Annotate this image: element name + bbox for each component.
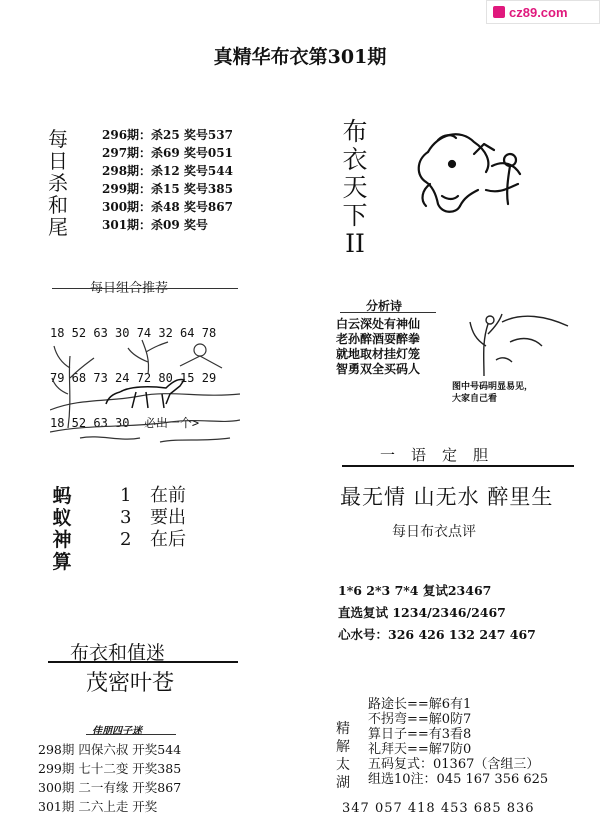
number-picks-line: 心水号：326 426 132 247 467 — [338, 627, 536, 642]
ant-rows — [120, 485, 186, 551]
poem-note — [452, 381, 533, 405]
daily-kill-char: 杀 — [48, 171, 68, 195]
buyi-char: 下 — [342, 201, 368, 230]
daily-kill-char: 尾 — [48, 215, 68, 239]
buyi-char: 衣 — [342, 145, 368, 174]
handwritten-title: 佳朋四子迷 — [92, 726, 142, 737]
cow-head-illustration — [408, 120, 533, 220]
poem-rule — [340, 312, 436, 313]
lake-row: 礼拜天==解7防0 — [368, 742, 472, 757]
tree-sketch-illustration — [462, 306, 572, 378]
number-picks-line: 1*6 2*3 7*4 复试23467 — [338, 583, 492, 598]
ant-row-text: 在前 — [150, 485, 186, 506]
buyi-char: 天 — [342, 173, 368, 202]
lake-row: 五码复式：01367（含组三） — [368, 757, 540, 772]
lake-char: 湖 — [336, 775, 350, 791]
daily-kill-char: 和 — [48, 193, 68, 217]
daily-kill-list — [102, 126, 233, 234]
ant-row — [120, 507, 186, 529]
horse-landscape-illustration — [50, 338, 240, 448]
lake-char: 精 — [336, 721, 350, 737]
daily-kill-row: 298期：杀12 奖号544 — [102, 164, 233, 178]
lake-label — [334, 720, 352, 792]
fans-row: 301期 二六上走 开奖 — [38, 799, 158, 814]
lake-row: 算日子==有3看8 — [368, 727, 472, 742]
buyi-char: II — [345, 229, 365, 258]
daily-kill-row: 296期：杀25 奖号537 — [102, 128, 233, 142]
daily-kill-row: 297期：杀69 奖号051 — [102, 146, 233, 160]
lake-row: 路途长==解6有1 — [368, 697, 472, 712]
number-picks-line: 直选复试 1234/2346/2467 — [338, 605, 506, 620]
daily-kill-char: 日 — [48, 149, 68, 173]
ant-label — [50, 485, 74, 573]
buyi-tianxia-label — [340, 118, 370, 258]
ant-char: 算 — [52, 551, 72, 573]
ant-char: 蚁 — [52, 507, 72, 529]
fans-subtitle: 茂密叶苍 — [86, 671, 175, 696]
lake-char: 太 — [336, 757, 350, 773]
fans-rows — [38, 740, 181, 816]
watermark-text: cz89.com — [509, 4, 568, 20]
lake-row: 组选10注：045 167 356 625 — [368, 772, 549, 787]
site-watermark — [486, 0, 600, 24]
buyi-char: 布 — [342, 117, 368, 146]
ant-row-text: 要出 — [150, 507, 186, 528]
poem-heading: 分析诗 — [366, 299, 403, 313]
ant-row-number: 3 — [120, 507, 132, 528]
one-word-main: 最无情 山无水 醉里生 — [340, 485, 554, 509]
one-word-rule — [342, 465, 574, 467]
daily-combo-row: 18 52 63 30 74 32 64 78 — [50, 326, 217, 340]
daily-kill-row: 300期：杀48 奖号867 — [102, 200, 233, 214]
poem-lines — [336, 317, 420, 377]
daily-kill-row: 301期：杀09 奖号 — [102, 218, 208, 232]
lake-rows — [368, 697, 548, 787]
poem-line: 智勇双全买码人 — [336, 362, 421, 376]
poem-line: 就地取材挂灯笼 — [336, 347, 421, 361]
number-picks — [338, 580, 536, 646]
ant-row — [120, 529, 186, 551]
one-word-subtitle: 每日布衣点评 — [392, 524, 476, 540]
fans-row: 300期 二一有缘 开奖867 — [38, 780, 182, 795]
poem-line: 老孙醉酒耍醉拳 — [336, 332, 421, 346]
fans-rule — [48, 661, 238, 663]
lake-row: 不拐弯==解0防7 — [368, 712, 472, 727]
daily-combo-row: 79 68 73 24 72 80 15 29 — [50, 371, 217, 385]
ant-row — [120, 485, 186, 507]
daily-combo-row: 18 52 63 30 必出一个> — [50, 416, 200, 430]
daily-kill-char: 每 — [48, 127, 68, 151]
lake-number-row: 347 057 418 453 685 836 — [342, 801, 535, 816]
fans-row: 299期 七十二变 开奖385 — [38, 761, 182, 776]
ant-char: 神 — [52, 529, 72, 551]
one-word-heading: 一语定胆 — [380, 446, 505, 464]
ant-char: 蚂 — [52, 485, 72, 507]
poem-note-line: 大家自己看 — [452, 394, 498, 404]
daily-kill-label — [46, 128, 70, 238]
ant-row-text: 在后 — [150, 529, 186, 550]
fans-row: 298期 四保六叔 开奖544 — [38, 742, 182, 757]
fans-title: 布衣和值迷 — [70, 642, 166, 664]
daily-combo-rule — [52, 288, 238, 289]
daily-kill-row: 299期：杀15 奖号385 — [102, 182, 233, 196]
ant-row-number: 2 — [120, 529, 132, 550]
handwritten-rule — [86, 734, 176, 735]
watermark-logo-icon — [493, 6, 505, 18]
poem-line: 白云深处有神仙 — [336, 317, 421, 331]
page-title: 真精华布衣第301期 — [213, 46, 387, 68]
ant-row-number: 1 — [120, 485, 132, 506]
poem-note-line: 图中号码明显易见， — [452, 382, 534, 392]
lake-char: 解 — [336, 739, 350, 755]
daily-combo-heading: 每日组合推荐 — [90, 281, 169, 296]
